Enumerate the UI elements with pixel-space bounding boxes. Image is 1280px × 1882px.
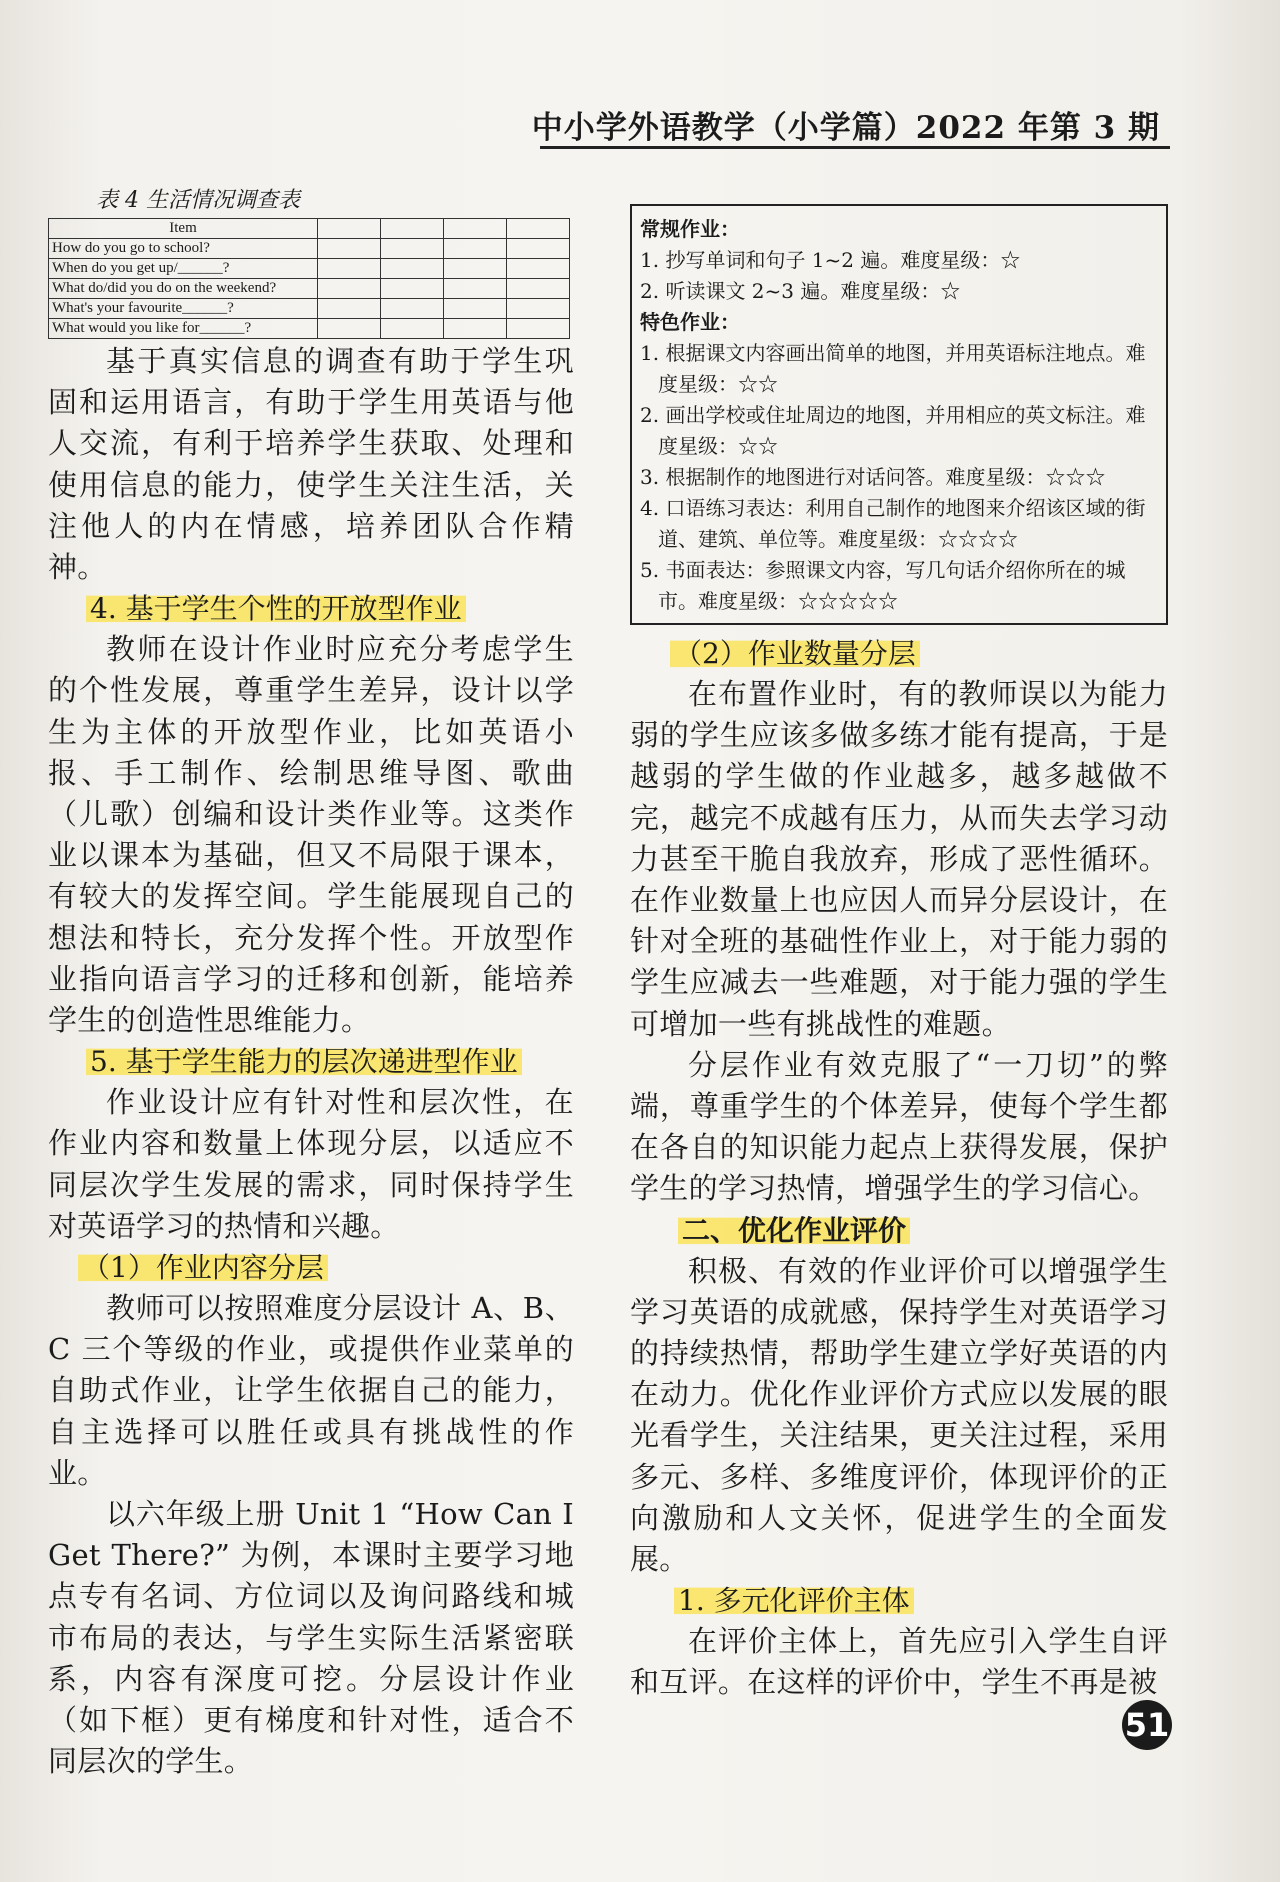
paragraph: 分层作业有效克服了“一刀切”的弊端，尊重学生的个体差异，使每个学生都在各自的知识能力起点上获得发展，保护学生的学习热情，增强学生的学习信心。	[630, 1047, 1168, 1206]
table-cell-question: What do/did you do on the weekend?	[49, 279, 318, 299]
section-heading	[48, 1041, 574, 1082]
table-cell-question: What's your favourite______?	[49, 299, 318, 319]
paragraph: 在布置作业时，有的教师误以为能力弱的学生应该多做多练才能有提高，于是越弱的学生做的作业越多，越多越做不完，越完不成越有压力，从而失去学习动力甚至干脆自我放弃，形成了恶性循环。在作业数量上也应因人而异分层设计，在针对全班的基础性作业上，对于能力弱的学生应减去一些难题，对于能力强的学生可增加一些有挑战性的难题。	[630, 677, 1168, 1041]
paragraph: 教师在设计作业时应充分考虑学生的个性发展，尊重学生差异，设计以学生为主体的开放型作业，比如英语小报、手工制作、绘制思维导图、歌曲（儿歌）创编和设计类作业等。这类作业以课本为基础，但又不局限于课本，有较大的发挥空间。学生能展现自己的想法和特长，充分发挥个性。开放型作业指向语言学习的迁移和创新，能培养学生的创造性思维能力。	[48, 632, 574, 1038]
subsection-heading	[630, 633, 1168, 674]
table-row	[49, 279, 570, 299]
paragraph: 以六年级上册 Unit 1 “How Can I Get There?” 为例，本课时主要学习地点专有名词、方位词以及询问路线和城市布局的表达，与学生实际生活紧密联系，内容有深度可挖。分层设计作业（如下框）更有梯度和针对性，适合不同层次的学生。	[48, 1497, 574, 1779]
left-column	[48, 188, 574, 1783]
table-cell-question: What would you like for______?	[49, 319, 318, 339]
paragraph: 在评价主体上，首先应引入学生自评和互评。在这样的评价中，学生不再是被	[630, 1624, 1168, 1700]
table-row	[49, 239, 570, 259]
table-cell-question: When do you get up/______?	[49, 259, 318, 279]
page-number: 51	[1122, 1700, 1172, 1750]
right-column	[630, 204, 1168, 1704]
table-row	[49, 259, 570, 279]
paragraph: 积极、有效的作业评价可以增强学生学习英语的成就感，保持学生对英语学习的持续热情，帮助学生建立学好英语的内在动力。优化作业评价方式应以发展的眼光看学生，关注结果，更关注过程，采用多元、多样、多维度评价，体现评价的正向激励和人文关怀，促进学生的全面发展。	[630, 1253, 1168, 1577]
header-rule	[540, 146, 1170, 149]
box-item: 2. 画出学校或住址周边的地图，并用相应的英文标注。难度星级：☆☆	[640, 403, 1146, 458]
paragraph: 教师可以按照难度分层设计 A、B、C 三个等级的作业，或提供作业菜单的自助式作业，让学生依据自己的能力，自主选择可以胜任或具有挑战性的作业。	[48, 1291, 574, 1490]
subsection-heading	[48, 1247, 574, 1288]
table-row	[49, 319, 570, 339]
table-caption: 表 4 生活情况调查表	[96, 188, 300, 213]
subsection-heading	[630, 1580, 1168, 1621]
box-item: 4. 口语练习表达：利用自己制作的地图来介绍该区域的街道、建筑、单位等。难度星级：☆☆☆☆	[640, 496, 1146, 551]
table-row	[49, 299, 570, 319]
table-header-item: Item	[49, 219, 318, 239]
homework-box	[630, 204, 1168, 625]
box-item: 2. 听读课文 2~3 遍。难度星级：☆	[640, 279, 961, 303]
running-header	[531, 100, 1170, 160]
paragraph: 基于真实信息的调查有助于学生巩固和运用语言，有助于学生用英语与他人交流，有利于培养学生获取、处理和使用信息的能力，使学生关注生活，关注他人的内在情感，培养团队合作精神。	[48, 344, 574, 585]
journal-title: 中小学外语教学（小学篇）2022 年第 3 期	[531, 110, 1160, 146]
section-heading	[630, 1210, 1168, 1251]
box-heading: 常规作业：	[640, 217, 740, 241]
box-item: 1. 抄写单词和句子 1~2 遍。难度星级：☆	[640, 248, 1021, 272]
survey-table	[48, 218, 570, 339]
table-cell-question: How do you go to school?	[49, 239, 318, 259]
section-heading	[48, 588, 574, 629]
heading-text: 1. 多元化评价主体	[674, 1584, 914, 1617]
box-item: 1. 根据课文内容画出简单的地图，并用英语标注地点。难度星级：☆☆	[640, 341, 1146, 396]
box-item: 3. 根据制作的地图进行对话问答。难度星级：☆☆☆	[640, 465, 1106, 489]
box-item: 5. 书面表达：参照课文内容，写几句话介绍你所在的城市。难度星级：☆☆☆☆☆	[640, 558, 1126, 613]
paragraph: 作业设计应有针对性和层次性，在作业内容和数量上体现分层，以适应不同层次学生发展的需求，同时保持学生对英语学习的热情和兴趣。	[48, 1085, 574, 1243]
heading-text: （2）作业数量分层	[670, 637, 920, 670]
heading-text: 4. 基于学生个性的开放型作业	[86, 592, 466, 625]
box-heading: 特色作业：	[640, 310, 740, 334]
heading-text: 二、优化作业评价	[678, 1214, 910, 1247]
heading-text: 5. 基于学生能力的层次递进型作业	[86, 1045, 522, 1078]
heading-text: （1）作业内容分层	[78, 1251, 328, 1284]
